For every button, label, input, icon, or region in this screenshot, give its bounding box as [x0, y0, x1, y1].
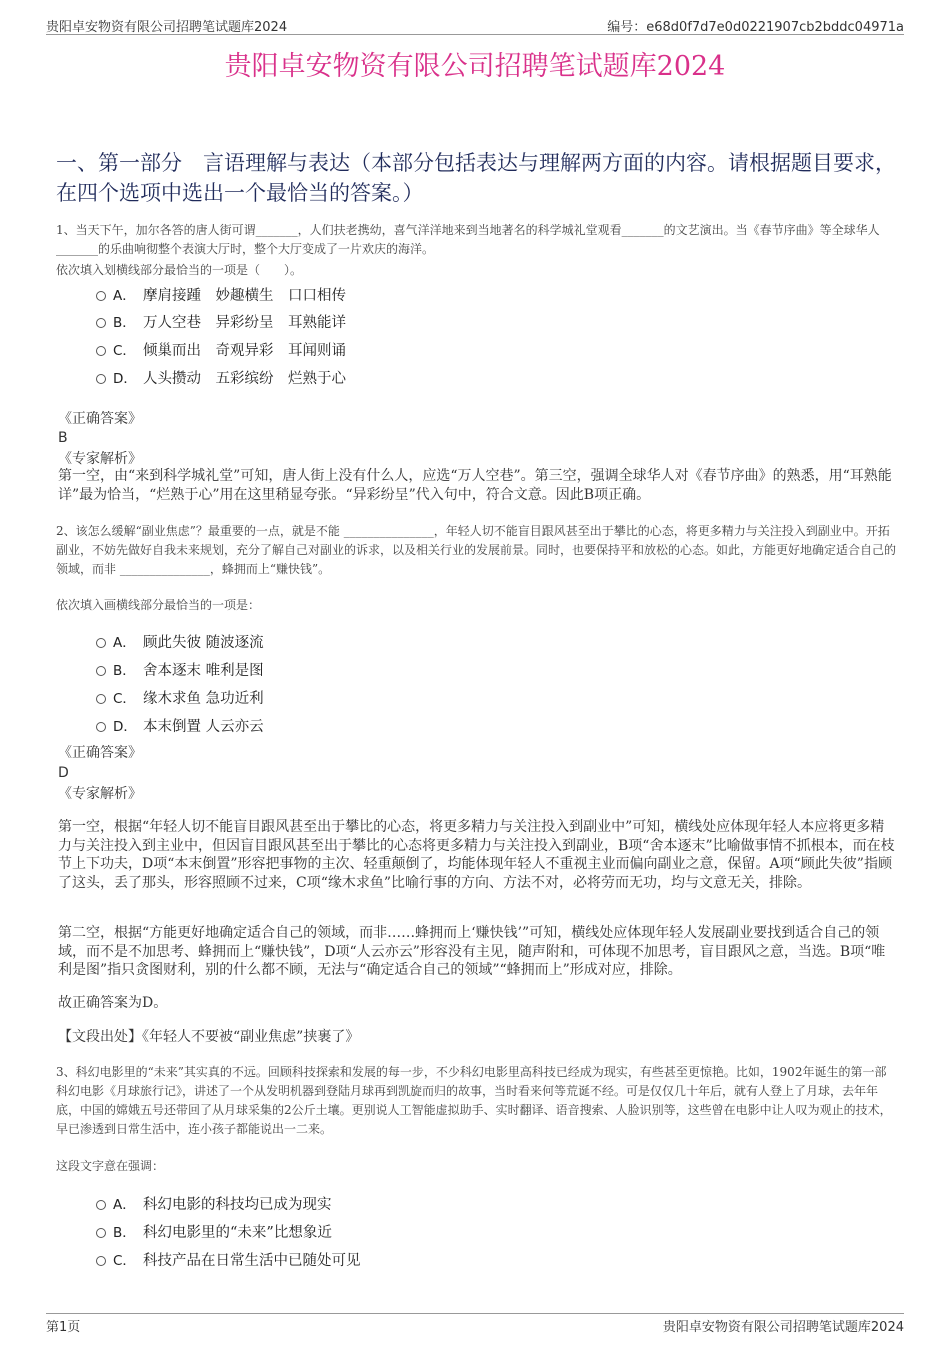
- radio-icon[interactable]: [96, 318, 106, 328]
- q2-option-c[interactable]: C． 缘木求鱼 急功近利: [96, 687, 264, 708]
- q3-option-a[interactable]: A． 科幻电影的科技均已成为现实: [96, 1193, 332, 1214]
- radio-icon[interactable]: [96, 346, 106, 356]
- q1-option-b[interactable]: B． 万人空巷 异彩纷呈 耳熟能详: [96, 311, 346, 332]
- q1-option-c[interactable]: C． 倾巢而出 奇观异彩 耳闻则诵: [96, 339, 346, 360]
- q2-stem: 2、该怎么缓解“副业焦虑”？最重要的一点，就是不能 _______________，年轻人切不能盲目跟风甚至出于攀比的心态，将更多精力与关注投入到副业中。开拓副业，不妨先做好自我未来规划，充分了解自己对副业的诉求，以及相关行业的发展前景。同时，也要保持平和放松的心态。如此，方能更好地确定适合自己的领域，而非 _______________，蜂拥而上“赚快钱”。: [56, 524, 897, 576]
- footer-doc-name: 贵阳卓安物资有限公司招聘笔试题库2024: [662, 1320, 904, 1335]
- q1-option-a[interactable]: A． 摩肩接踵 妙趣横生 口口相传: [96, 284, 346, 305]
- q2-analysis-label: 《专家解析》: [58, 786, 142, 802]
- q1-option-d[interactable]: D． 人头攒动 五彩缤纷 烂熟于心: [96, 367, 346, 388]
- q2-ask: 依次填入画横线部分最恰当的一项是：: [56, 598, 261, 612]
- page-header: [46, 14, 904, 35]
- q2-option-a[interactable]: A． 顾此失彼 随波逐流: [96, 631, 264, 652]
- radio-icon[interactable]: [96, 638, 106, 648]
- q2-analysis-paragraph-2: 第二空，根据“方能更好地确定适合自己的领域，而非……蜂拥而上‘赚快钱’”可知，横线处应体现年轻人发展副业要找到适合自己的领域，而不是不加思考、蜂拥而上“赚快钱”，D项“人云亦云”形容没有主见，随声附和，可体现不加思考，盲目跟风之意，当选。B项“唯利是图”指只贪图财利，别的什么都不顾，无法与“确定适合自己的领域”“蜂拥而上”形成对应，排除。: [58, 925, 886, 979]
- q3-stem: 3、科幻电影里的“未来”其实真的不远。回顾科技探索和发展的每一步，不少科幻电影里高科技已经成为现实，有些甚至更惊艳。比如，1902年诞生的第一部科幻电影《月球旅行记》，讲述了一个从发明机器到登陆月球再到凯旋而归的故事，当时看来何等荒诞不经。可是仅仅几十年后，就有人登上了月球，去年年底，中国的嫦娥五号还带回了从月球采集的2公斤土壤。更别说人工智能虚拟助手、实时翻译、语音搜索、人脸识别等，这些曾在电影中让人叹为观止的技术，早已渗透到日常生活中，连小孩子都能说出一二来。: [56, 1065, 892, 1136]
- q1-answer-label: 《正确答案》: [58, 411, 142, 427]
- q2-source: 【文段出处】《年轻人不要被“副业焦虑”挟裹了》: [58, 1029, 360, 1045]
- q2-option-d[interactable]: D． 本末倒置 人云亦云: [96, 715, 264, 736]
- radio-icon[interactable]: [96, 666, 106, 676]
- q2-conclusion: 故正确答案为D。: [58, 995, 168, 1011]
- q1-stem: 1、当天下午，加尔各答的唐人街可谓_______，人们扶老携幼，喜气洋洋地来到当地著名的科学城礼堂观看_______的文艺演出。当《春节序曲》等全球华人_______的乐曲响彻整个表演大厅时，整个大厅变成了一片欢庆的海洋。: [56, 223, 880, 256]
- radio-icon[interactable]: [96, 722, 106, 732]
- footer-page-number: 第1页: [46, 1320, 81, 1335]
- header-doc-name: 贵阳卓安物资有限公司招聘笔试题库2024: [46, 20, 288, 35]
- radio-icon[interactable]: [96, 1200, 106, 1210]
- q2-analysis-paragraph-1: 第一空，根据“年轻人切不能盲目跟风甚至出于攀比的心态，将更多精力与关注投入到副业中”可知，横线处应体现年轻人本应将更多精力与关注投入到主业中，但因盲目跟风甚至出于攀比的心态将更多精力与关注投入到副业，B项“舍本逐末”比喻做事情不抓根本，而在枝节上下功夫，D项“本末倒置”形容把事物的主次、轻重颠倒了，均能体现年轻人不重视主业而偏向副业之意，保留。A项“顾此失彼”指顾了这头，丢了那头，形容照顾不过来，C项“缘木求鱼”比喻行事的方向、方法不对，必将劳而无功，均与文意无关，排除。: [58, 819, 895, 891]
- q2-answer: D: [58, 765, 69, 781]
- header-doc-id: 编号：e68d0f7d7e0d0221907cb2bddc04971a: [607, 20, 904, 35]
- document-title: 贵阳卓安物资有限公司招聘笔试题库2024: [224, 51, 726, 82]
- section-heading: 一、第一部分 言语理解与表达（本部分包括表达与理解两方面的内容。请根据题目要求，在四个选项中选出一个最恰当的答案。）: [56, 151, 896, 205]
- q3-ask: 这段文字意在强调：: [56, 1159, 165, 1173]
- q1-analysis-label: 《专家解析》: [58, 451, 142, 467]
- q2-answer-label: 《正确答案》: [58, 745, 142, 761]
- q3-option-b[interactable]: B． 科幻电影里的“未来”比想象近: [96, 1221, 332, 1242]
- q1-analysis: 第一空，由“来到科学城礼堂”可知，唐人街上没有什么人，应选“万人空巷”。第三空，强调全球华人对《春节序曲》的熟悉，用“耳熟能详”最为恰当，“烂熟于心”用在这里稍显夸张。“异彩纷呈”代入句中，符合文意。因此B项正确。: [58, 468, 892, 503]
- radio-icon[interactable]: [96, 374, 106, 384]
- radio-icon[interactable]: [96, 694, 106, 704]
- q3-option-c[interactable]: C． 科技产品在日常生活中已随处可见: [96, 1249, 361, 1270]
- q1-ask: 依次填入划横线部分最恰当的一项是（ ）。: [56, 263, 303, 277]
- radio-icon[interactable]: [96, 1228, 106, 1238]
- q2-option-b[interactable]: B． 舍本逐末 唯利是图: [96, 659, 264, 680]
- radio-icon[interactable]: [96, 1256, 106, 1266]
- page-footer: [46, 1313, 904, 1335]
- q1-answer: B: [58, 430, 68, 446]
- radio-icon[interactable]: [96, 291, 106, 301]
